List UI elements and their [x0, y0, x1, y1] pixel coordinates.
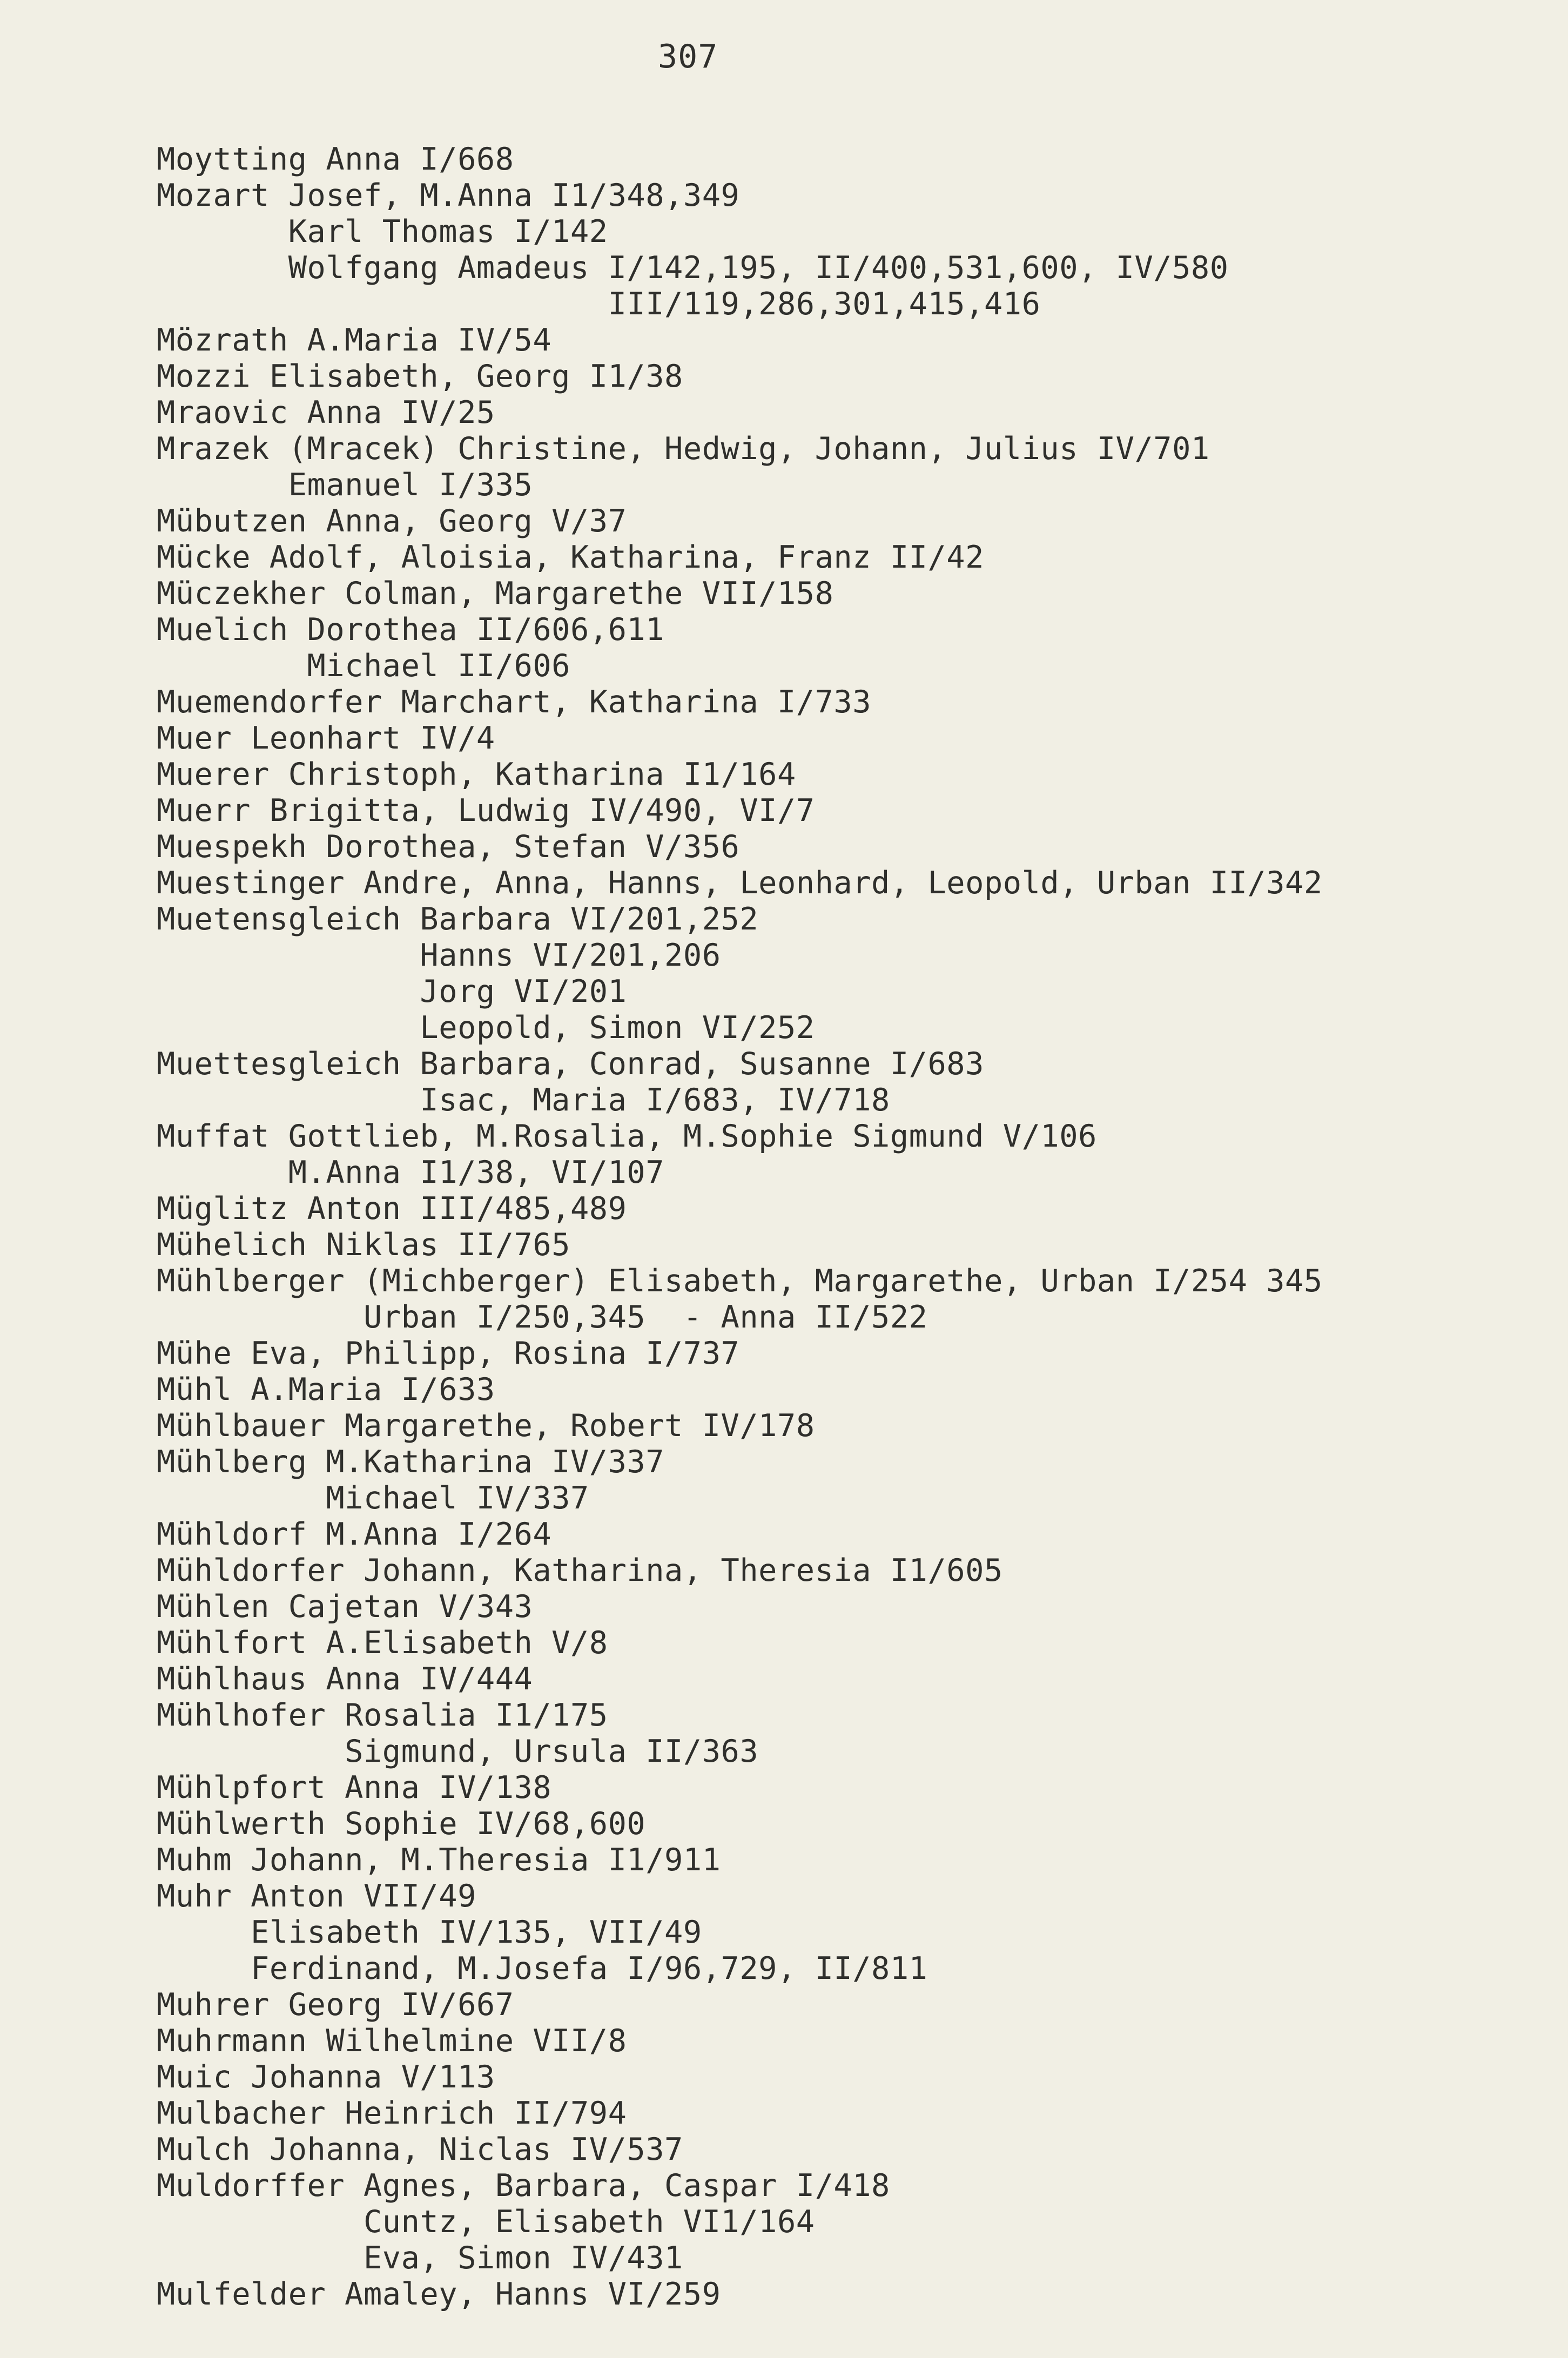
index-entry: Muestinger Andre, Anna, Hanns, Leonhard, Leopold, Urban II/342	[157, 865, 1323, 901]
index-entry: Mühlbauer Margarethe, Robert IV/178	[157, 1408, 815, 1444]
index-entry: Muerr Brigitta, Ludwig IV/490, VI/7	[157, 793, 815, 828]
index-entry: Karl Thomas I/142	[157, 214, 608, 250]
index-entry: Mühlberger (Michberger) Elisabeth, Margarethe, Urban I/254 345	[157, 1263, 1323, 1299]
index-entry: Muelich Dorothea II/606,611	[157, 612, 665, 648]
index-entry: Mulch Johanna, Niclas IV/537	[157, 2132, 683, 2167]
index-entry: Mrazek (Mracek) Christine, Hedwig, Johann, Julius IV/701	[157, 431, 1210, 467]
index-entry: Isac, Maria I/683, IV/718	[157, 1082, 890, 1118]
index-entry: Mühl A.Maria I/633	[157, 1372, 495, 1407]
index-entry: Muhrer Georg IV/667	[157, 1987, 514, 2023]
index-entry: Urban I/250,345 - Anna II/522	[157, 1299, 928, 1335]
index-entry: Muettesgleich Barbara, Conrad, Susanne I/683	[157, 1046, 984, 1082]
index-entry: Mühlhofer Rosalia I1/175	[157, 1697, 608, 1733]
index-entry: Elisabeth IV/135, VII/49	[157, 1915, 702, 1950]
index-entry: Cuntz, Elisabeth VI1/164	[157, 2204, 815, 2240]
index-entry: Muldorffer Agnes, Barbara, Caspar I/418	[157, 2168, 890, 2204]
index-entry: Mühlberg M.Katharina IV/337	[157, 1444, 665, 1480]
index-entry: Müglitz Anton III/485,489	[157, 1191, 627, 1227]
index-entry: Wolfgang Amadeus I/142,195, II/400,531,600, IV/580	[157, 250, 1229, 286]
index-entry: Emanuel I/335	[157, 467, 533, 503]
index-entry: Muic Johanna V/113	[157, 2059, 495, 2095]
index-entry: Muhr Anton VII/49	[157, 1878, 476, 1914]
index-entry: Mühelich Niklas II/765	[157, 1227, 570, 1263]
index-entry: Mulfelder Amaley, Hanns VI/259	[157, 2276, 721, 2312]
index-entry: Mühlhaus Anna IV/444	[157, 1661, 533, 1697]
index-entry: Muerer Christoph, Katharina I1/164	[157, 757, 796, 792]
index-entry: Mühlpfort Anna IV/138	[157, 1770, 552, 1805]
index-entry: Sigmund, Ursula II/363	[157, 1734, 759, 1769]
index-entry: Mücke Adolf, Aloisia, Katharina, Franz II/42	[157, 540, 984, 575]
index-entry: Mozzi Elisabeth, Georg I1/38	[157, 359, 683, 394]
index-entry: Eva, Simon IV/431	[157, 2240, 683, 2276]
index-entry: Muhrmann Wilhelmine VII/8	[157, 2023, 627, 2059]
index-entry: Muffat Gottlieb, M.Rosalia, M.Sophie Sigmund V/106	[157, 1119, 1097, 1154]
index-entry: Mulbacher Heinrich II/794	[157, 2096, 627, 2131]
index-entry: Jorg VI/201	[157, 974, 627, 1009]
index-entry: III/119,286,301,415,416	[157, 286, 1041, 322]
index-entry: Ferdinand, M.Josefa I/96,729, II/811	[157, 1951, 928, 1986]
index-entry: Muespekh Dorothea, Stefan V/356	[157, 829, 740, 865]
index-entries	[157, 142, 1539, 2313]
index-entry: Hanns VI/201,206	[157, 938, 721, 973]
index-entry: Leopold, Simon VI/252	[157, 1010, 815, 1046]
index-entry: Mozart Josef, M.Anna I1/348,349	[157, 178, 740, 213]
index-entry: Mühldorfer Johann, Katharina, Theresia I1/605	[157, 1553, 1003, 1588]
page-number: 307	[658, 38, 718, 76]
index-entry: Michael IV/337	[157, 1480, 589, 1516]
index-entry: Müczekher Colman, Margarethe VII/158	[157, 576, 834, 611]
index-entry: Mühldorf M.Anna I/264	[157, 1517, 552, 1552]
index-entry: Mözrath A.Maria IV/54	[157, 322, 552, 358]
index-entry: Muer Leonhart IV/4	[157, 720, 495, 756]
index-entry: Mühlen Cajetan V/343	[157, 1589, 533, 1625]
index-entry: M.Anna I1/38, VI/107	[157, 1155, 665, 1190]
index-entry: Mühe Eva, Philipp, Rosina I/737	[157, 1336, 740, 1371]
index-entry: Mühlwerth Sophie IV/68,600	[157, 1806, 646, 1842]
index-entry: Michael II/606	[157, 648, 570, 684]
index-entry: Muetensgleich Barbara VI/201,252	[157, 901, 759, 937]
index-entry: Muemendorfer Marchart, Katharina I/733	[157, 684, 872, 720]
index-entry: Mraovic Anna IV/25	[157, 395, 495, 430]
index-entry: Muhm Johann, M.Theresia I1/911	[157, 1842, 721, 1878]
index-entry: Mühlfort A.Elisabeth V/8	[157, 1625, 608, 1661]
index-entry: Mübutzen Anna, Georg V/37	[157, 503, 627, 539]
index-entry: Moytting Anna I/668	[157, 142, 514, 177]
